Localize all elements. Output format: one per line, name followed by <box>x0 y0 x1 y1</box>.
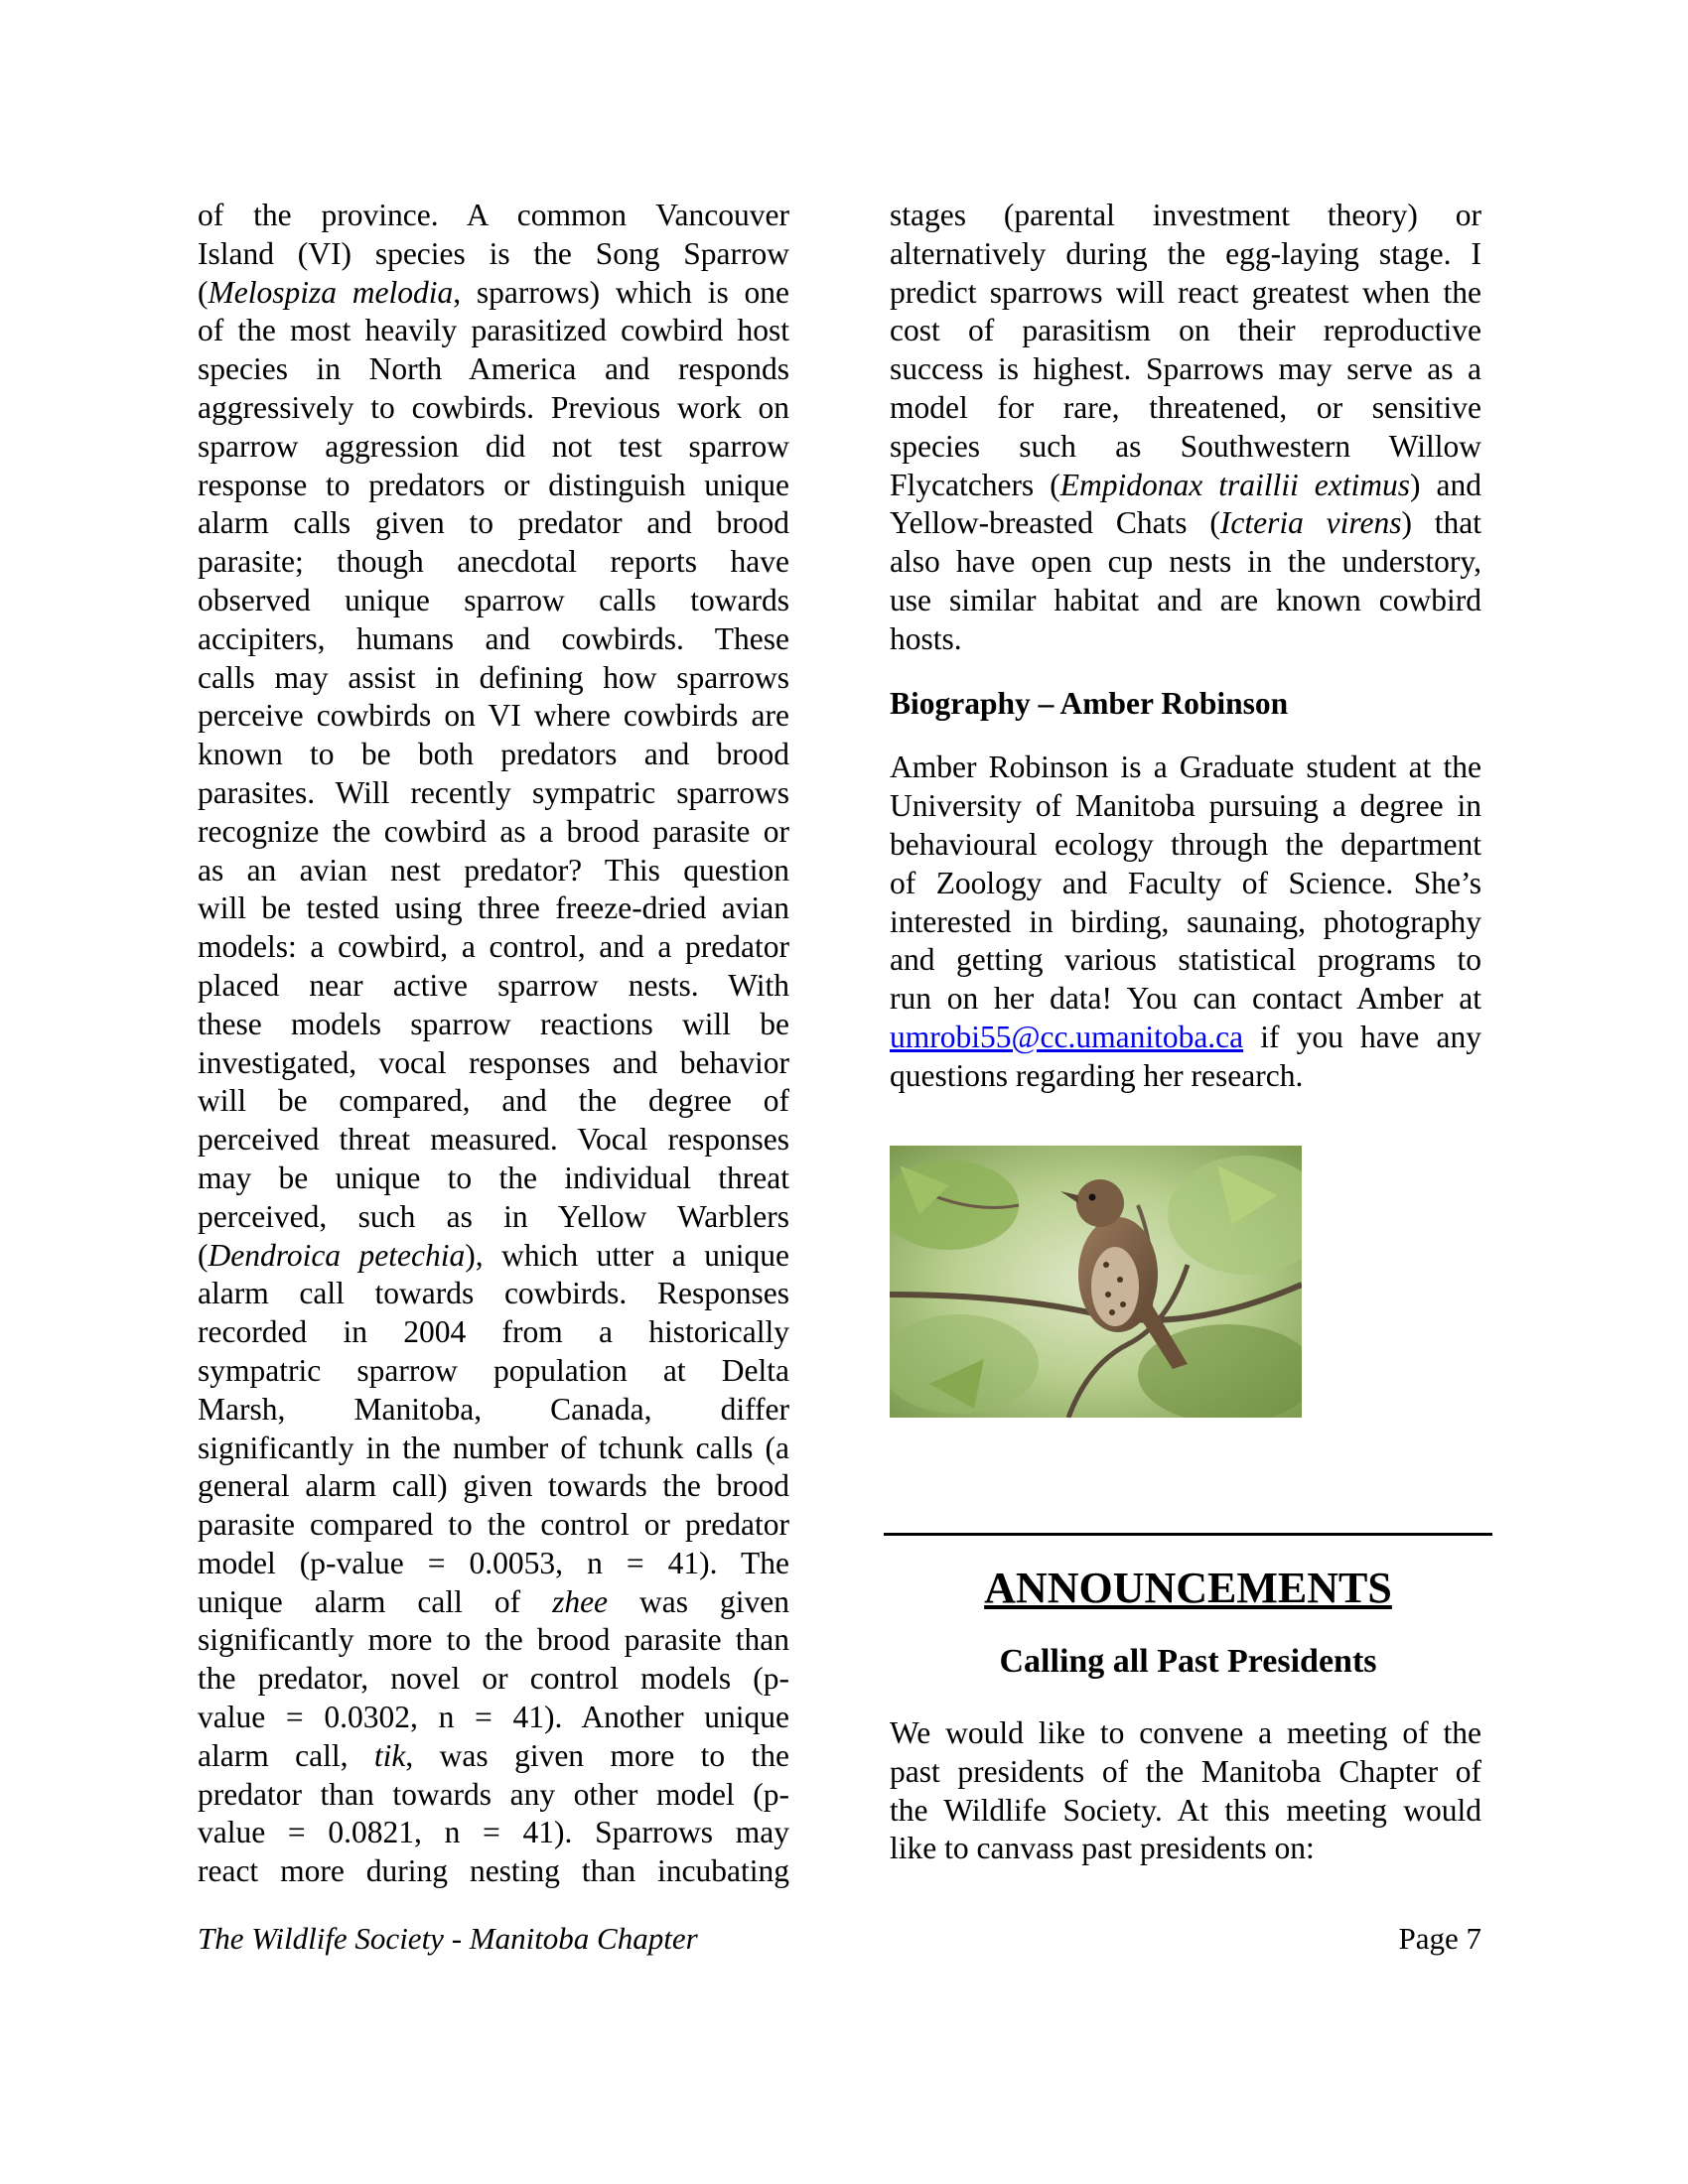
text-line: perceived, such as in Yellow Warblers <box>198 1198 789 1234</box>
text-line: run on her data! You can contact Amber at <box>890 981 1481 1017</box>
text-line: alarm call, tik, was given more to the <box>198 1737 789 1773</box>
text-line: alarm calls given to predator and brood <box>198 505 789 541</box>
song-sparrow-photo-icon <box>890 1146 1302 1418</box>
text-line: will be tested using three freeze-dried avian <box>198 890 789 926</box>
text-line: parasite; though anecdotal reports have <box>198 544 789 580</box>
text-line: past presidents of the Manitoba Chapter of <box>890 1753 1481 1789</box>
biography-email-suffix: if you have any <box>1243 1019 1481 1054</box>
text-line: observed unique sparrow calls towards <box>198 582 789 617</box>
email-link[interactable]: umrobi55@cc.umanitoba.ca <box>890 1019 1244 1054</box>
text-line: sparrow aggression did not test sparrow <box>198 428 789 464</box>
text-line: cost of parasitism on their reproductive <box>890 313 1481 348</box>
text-line: like to canvass past presidents on: <box>890 1831 1315 1866</box>
text-line: sympatric sparrow population at Delta <box>198 1352 789 1388</box>
text-line: the predator, novel or control models (p- <box>198 1661 789 1697</box>
text-line: University of Manitoba pursuing a degree in <box>890 788 1481 824</box>
text-line: predict sparrows will react greatest when the <box>890 274 1481 310</box>
text-line: calls may assist in defining how sparrows <box>198 659 789 695</box>
text-line: species in North America and responds <box>198 351 789 387</box>
text-line: unique alarm call of zhee was given <box>198 1583 789 1619</box>
right-article-column <box>890 197 1481 1096</box>
text-line: may be unique to the individual threat <box>198 1160 789 1195</box>
text-line: interested in birding, saunaing, photography <box>890 903 1481 939</box>
text-line: perceived threat measured. Vocal responses <box>198 1122 789 1158</box>
text-line: model for rare, threatened, or sensitive <box>890 389 1481 425</box>
left-article-column <box>198 197 789 1891</box>
biography-heading: Biography – Amber Robinson <box>890 685 1289 721</box>
text-line: Flycatchers (Empidonax traillii extimus) and <box>890 467 1481 502</box>
text-line: significantly in the number of tchunk calls (a <box>198 1430 789 1465</box>
text-line: accipiters, humans and cowbirds. These <box>198 620 789 656</box>
text-line: and getting various statistical programs to <box>890 942 1481 978</box>
song-sparrow-photo <box>890 1146 1302 1418</box>
text-line: Amber Robinson is a Graduate student at the <box>890 750 1481 785</box>
text-line: behavioural ecology through the department <box>890 826 1481 862</box>
text-line: alternatively during the egg-laying stage. I <box>890 235 1481 271</box>
text-line: recognize the cowbird as a brood parasite or <box>198 813 789 849</box>
text-line: We would like to convene a meeting of the <box>890 1715 1481 1750</box>
text-line: (Melospiza melodia, sparrows) which is one <box>198 274 789 310</box>
text-line: predator than towards any other model (p- <box>198 1776 789 1812</box>
text-line: will be compared, and the degree of <box>198 1083 789 1119</box>
text-line: react more during nesting than incubating <box>198 1853 789 1889</box>
text-line: response to predators or distinguish unique <box>198 467 789 502</box>
text-line: known to be both predators and brood <box>198 737 789 772</box>
text-line: alarm call towards cowbirds. Responses <box>198 1276 789 1311</box>
announcements-title: ANNOUNCEMENTS <box>984 1564 1392 1612</box>
text-line: significantly more to the brood parasite than <box>198 1622 789 1658</box>
text-line: model (p-value = 0.0053, n = 41). The <box>198 1545 789 1580</box>
text-line: value = 0.0821, n = 41). Sparrows may <box>198 1815 789 1850</box>
footer-publication: The Wildlife Society - Manitoba Chapter <box>198 1921 698 1956</box>
text-line: also have open cup nests in the understory, <box>890 544 1481 580</box>
section-divider <box>884 1533 1492 1536</box>
text-line: investigated, vocal responses and behavior <box>198 1044 789 1080</box>
text-line: hosts. <box>890 620 962 656</box>
text-line: Marsh, Manitoba, Canada, differ <box>198 1391 789 1427</box>
text-line: recorded in 2004 from a historically <box>198 1314 789 1350</box>
page-number: Page 7 <box>1398 1921 1481 1956</box>
text-line: Island (VI) species is the Song Sparrow <box>198 235 789 271</box>
text-line: general alarm call) given towards the brood <box>198 1468 789 1504</box>
text-line: use similar habitat and are known cowbird <box>890 582 1481 617</box>
text-line: placed near active sparrow nests. With <box>198 967 789 1003</box>
text-line: of the most heavily parasitized cowbird host <box>198 313 789 348</box>
text-line: Yellow-breasted Chats (Icteria virens) that <box>890 505 1481 541</box>
biography-text <box>890 749 1481 1019</box>
text-line: perceive cowbirds on VI where cowbirds are <box>198 698 789 734</box>
text-line: success is highest. Sparrows may serve as a <box>890 351 1481 387</box>
announcement-subtitle: Calling all Past Presidents <box>999 1643 1377 1680</box>
text-line: models: a cowbird, a control, and a predator <box>198 929 789 965</box>
text-line: as an avian nest predator? This question <box>198 852 789 887</box>
announcement-text <box>890 1714 1481 1868</box>
text-line: the Wildlife Society. At this meeting would <box>890 1792 1481 1828</box>
text-line: value = 0.0302, n = 41). Another unique <box>198 1700 789 1735</box>
text-line: of the province. A common Vancouver <box>198 198 789 232</box>
biography-last-line: questions regarding her research. <box>890 1057 1304 1093</box>
text-line: species such as Southwestern Willow <box>890 428 1481 464</box>
text-line: stages (parental investment theory) or <box>890 198 1481 232</box>
text-line: aggressively to cowbirds. Previous work on <box>198 389 789 425</box>
text-line: (Dendroica petechia), which utter a unique <box>198 1237 789 1273</box>
text-line: parasites. Will recently sympatric sparrows <box>198 774 789 810</box>
text-line: parasite compared to the control or predator <box>198 1507 789 1543</box>
article-continuation <box>890 197 1481 659</box>
biography-email-line <box>890 1019 1481 1057</box>
text-line: of Zoology and Faculty of Science. She’s <box>890 865 1481 900</box>
text-line: these models sparrow reactions will be <box>198 1006 789 1041</box>
